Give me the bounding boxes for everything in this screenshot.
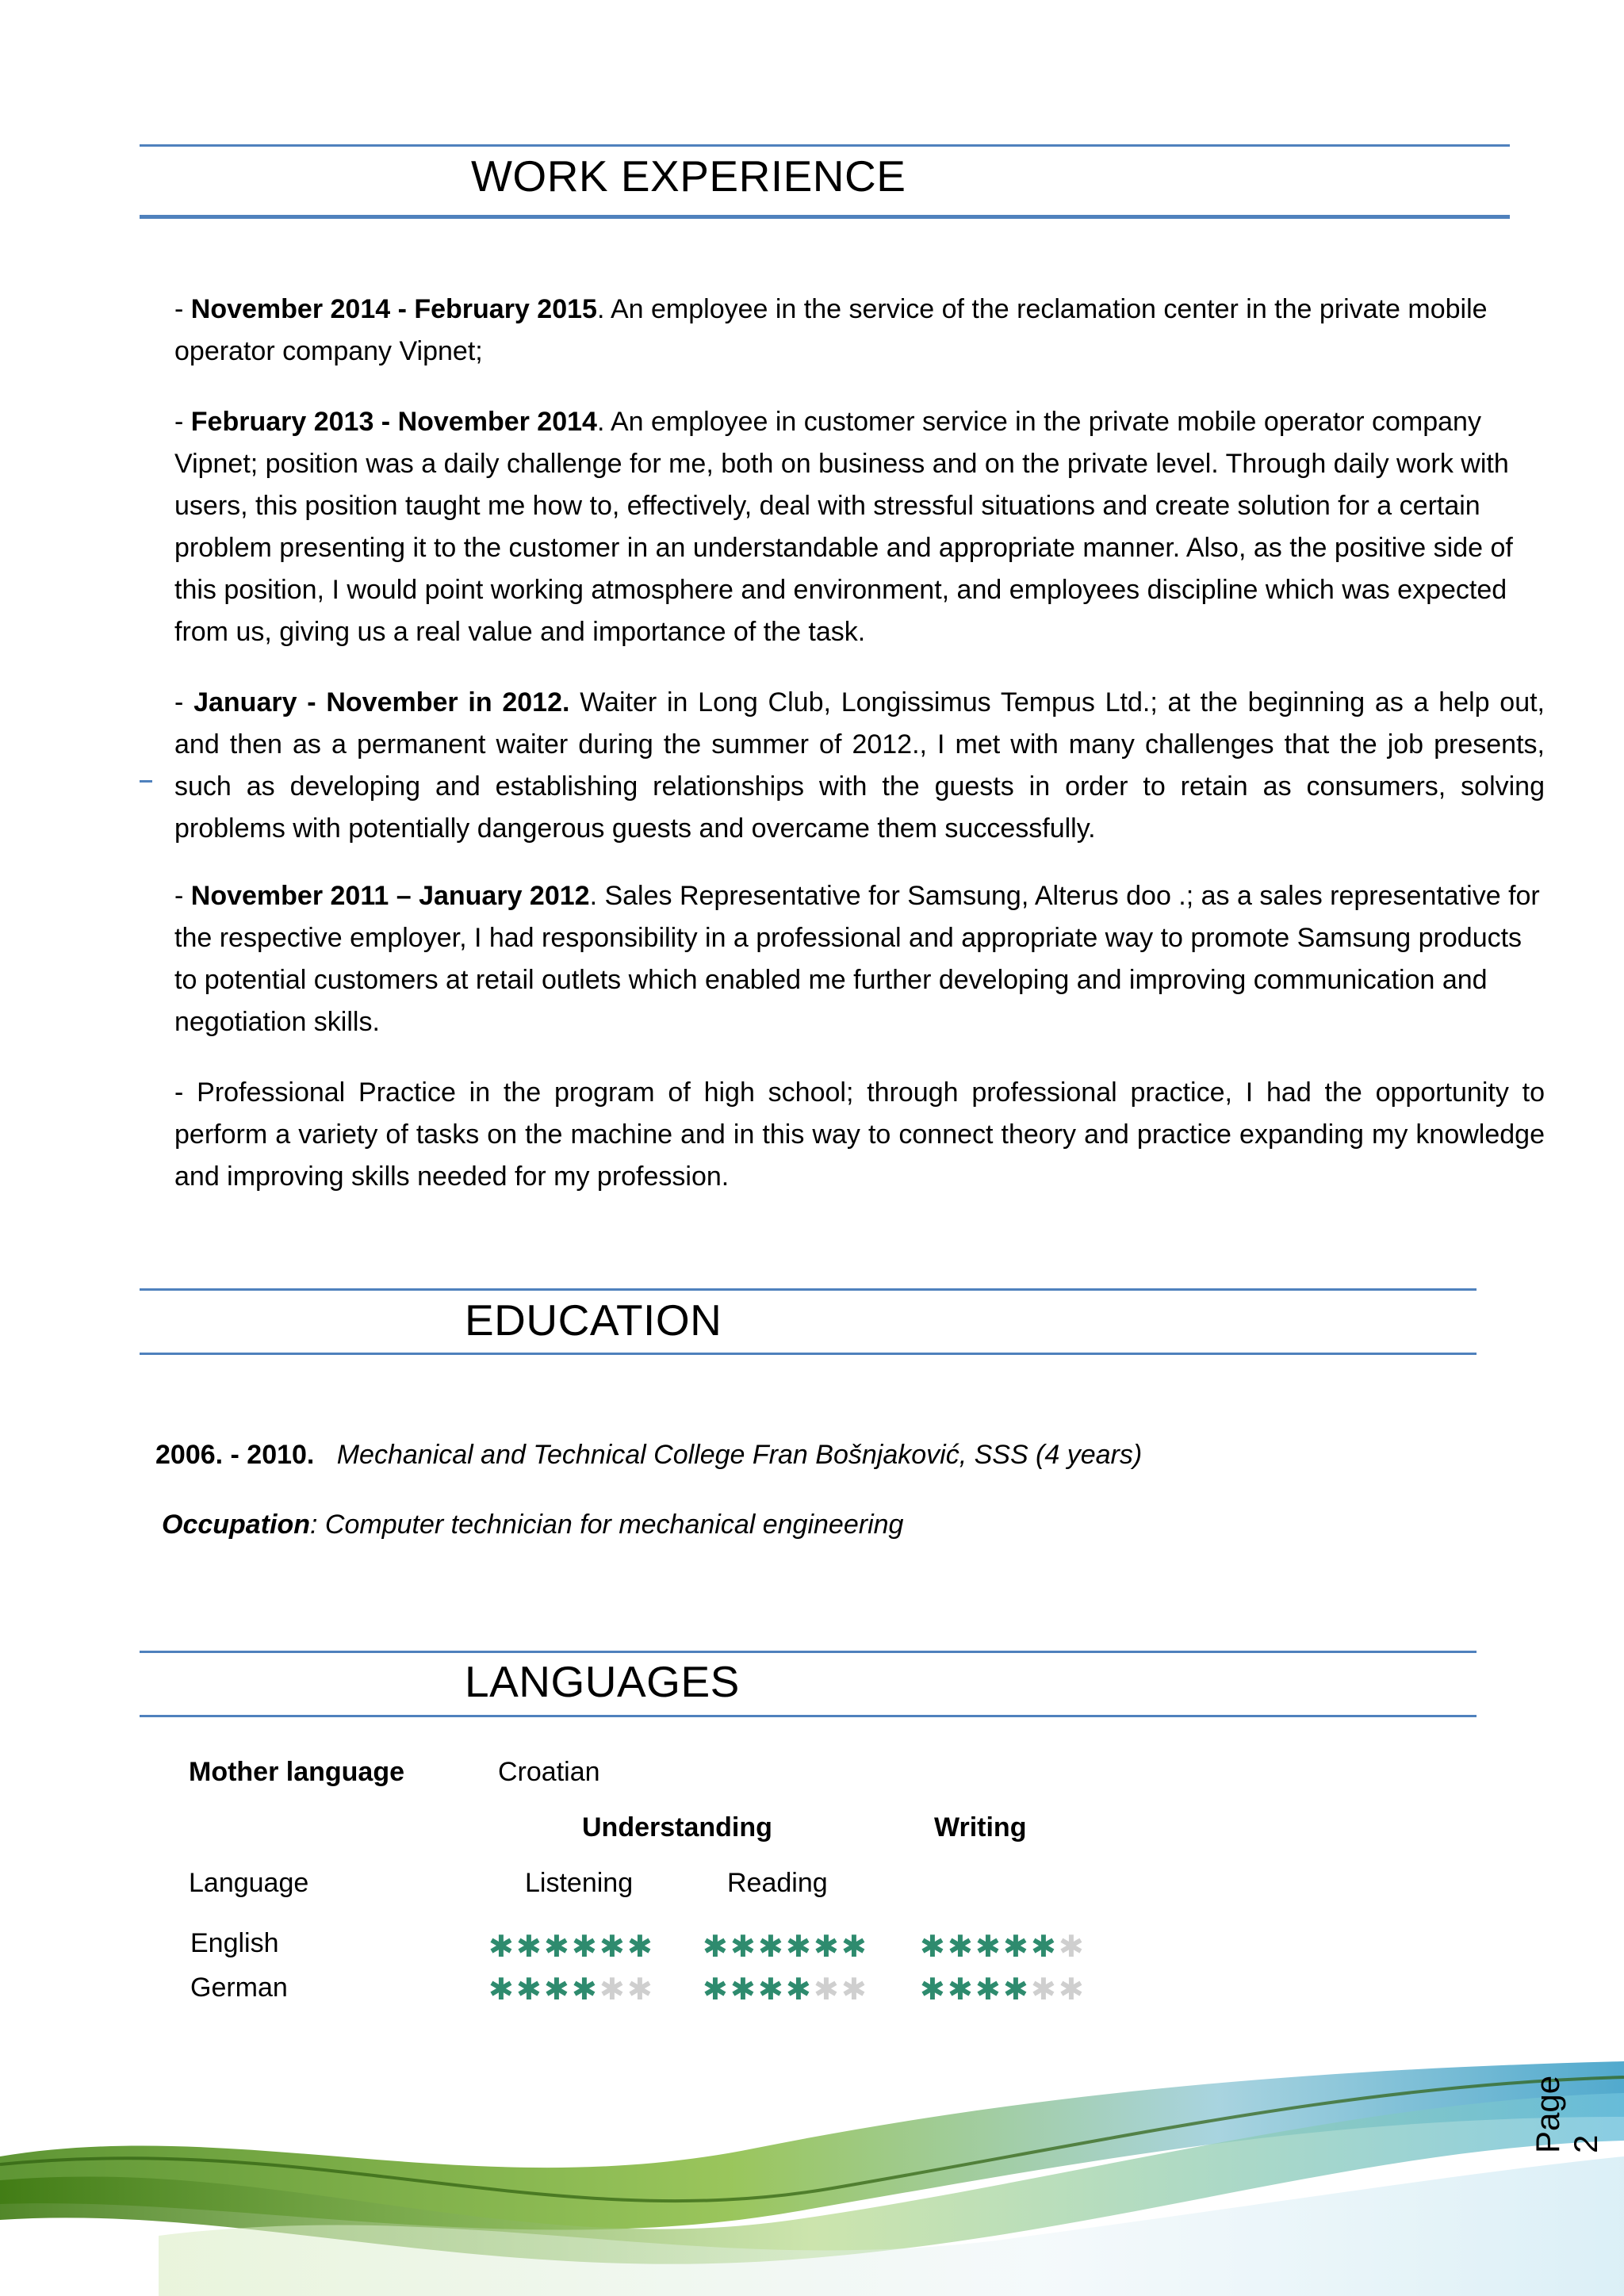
star-filled-icon: ✱	[975, 1931, 1001, 1964]
star-filled-icon: ✱	[599, 1931, 625, 1964]
mother-language-value: Croatian	[498, 1757, 600, 1787]
star-empty-icon: ✱	[841, 1973, 867, 2007]
star-filled-icon: ✱	[758, 1973, 783, 2007]
english-writing-stars	[920, 1931, 1086, 1963]
star-filled-icon: ✱	[516, 1931, 542, 1964]
occupation-label: Occupation	[162, 1510, 311, 1540]
english-listening-stars	[488, 1931, 655, 1963]
star-filled-icon: ✱	[730, 1973, 756, 2007]
star-filled-icon: ✱	[948, 1931, 973, 1964]
understanding-header: Understanding	[582, 1812, 772, 1843]
star-empty-icon: ✱	[1059, 1973, 1084, 2007]
star-filled-icon: ✱	[786, 1973, 811, 2007]
star-filled-icon: ✱	[703, 1973, 728, 2007]
decorative-wave	[0, 1998, 1624, 2296]
work-entry-1: - November 2014 - February 2015. An employee in the service of the reclamation center in the private mobile operator company Vipnet;	[174, 294, 1488, 366]
star-empty-icon: ✱	[814, 1973, 839, 2007]
languages-heading-rule-top	[140, 1651, 1477, 1653]
languages-heading: LANGUAGES	[465, 1657, 740, 1706]
work-entry-4-dates: November 2011 – January 2012	[190, 881, 590, 911]
star-empty-icon: ✱	[599, 1973, 625, 2007]
work-entry-2-text: . An employee in customer service in the private mobile operator company Vipnet; position was a daily challenge for me, both on business and on the private level. Through daily work with users, this position taught me how to, effectively, deal with stressful situations and create solution for a certain problem presenting it to the customer in an understandable and appropriate manner. Also, as the positive side of this position, I would point working atmosphere and environment, and employees discipline which was expected from us, giving us a real value and importance of the task.	[174, 407, 1513, 647]
work-entry-3-dates: January - November in 2012.	[193, 687, 570, 718]
work-entry-1-text: . An employee in the service of the reclamation center in the private mobile operator company Vipnet;	[174, 294, 1488, 366]
star-filled-icon: ✱	[516, 1973, 542, 2007]
education-heading-rule-bottom	[140, 1353, 1477, 1355]
star-filled-icon: ✱	[1031, 1931, 1056, 1964]
education-heading-rule-top	[140, 1288, 1477, 1291]
star-empty-icon: ✱	[1059, 1931, 1084, 1964]
education-occupation	[162, 1510, 903, 1540]
languages-heading-rule-bottom	[140, 1715, 1477, 1717]
writing-header: Writing	[934, 1812, 1027, 1843]
star-filled-icon: ✱	[488, 1931, 514, 1964]
star-filled-icon: ✱	[975, 1973, 1001, 2007]
work-entry-3-text: Waiter in Long Club, Longissimus Tempus Ltd.; at the beginning as a help out, and then as a permanent waiter during the summer of 2012., I met with many challenges that the job presents, such as developing and establishing relationships with the guests in order to retain as consumers, solving problems with potentially dangerous guests and overcame them successfully.	[174, 687, 1545, 844]
work-entry-3: - January - November in 2012. Waiter in Long Club, Longissimus Tempus Ltd.; at the beginning as a help out, and then as a permanent waiter during the summer of 2012., I met with many challenges that the job presents, such as developing and establishing relationships with the guests in order to retain as consumers, solving problems with potentially dangerous guests and overcame them successfully.	[174, 687, 1545, 844]
star-filled-icon: ✱	[703, 1931, 728, 1964]
star-filled-icon: ✱	[1003, 1973, 1028, 2007]
work-heading-rule-bottom	[140, 215, 1510, 219]
occupation-value: : Computer technician for mechanical engineering	[310, 1510, 904, 1540]
work-heading-rule-top	[140, 144, 1510, 147]
star-filled-icon: ✱	[758, 1931, 783, 1964]
education-entry	[155, 1440, 1142, 1471]
star-filled-icon: ✱	[544, 1973, 569, 2007]
work-heading: WORK EXPERIENCE	[471, 151, 906, 201]
work-entry-5-text: Professional Practice in the program of high school; through professional practice, I had the opportunity to perform a variety of tasks on the machine and in this way to connect theory and practice expanding my knowledge and improving skills needed for my profession.	[174, 1077, 1545, 1192]
star-filled-icon: ✱	[572, 1973, 597, 2007]
work-entry-1-dates: November 2014 - February 2015	[190, 294, 597, 324]
star-filled-icon: ✱	[488, 1973, 514, 2007]
star-filled-icon: ✱	[920, 1973, 945, 2007]
star-filled-icon: ✱	[841, 1931, 867, 1964]
mother-language-label: Mother language	[189, 1757, 405, 1787]
listening-column-header: Listening	[525, 1868, 634, 1898]
language-column-header: Language	[189, 1868, 309, 1898]
work-entry-5: - Professional Practice in the program of high school; through professional practice, I had the opportunity to perform a variety of tasks on the machine and in this way to connect theory and practice expanding my knowledge and improving skills needed for my profession.	[174, 1077, 1545, 1192]
star-empty-icon: ✱	[1031, 1973, 1056, 2007]
star-filled-icon: ✱	[948, 1973, 973, 2007]
english-reading-stars	[703, 1931, 869, 1963]
education-years: 2006. - 2010.	[155, 1440, 315, 1470]
work-entry-2-dates: February 2013 - November 2014	[190, 407, 597, 437]
star-filled-icon: ✱	[1003, 1931, 1028, 1964]
star-filled-icon: ✱	[920, 1931, 945, 1964]
language-row-german: German	[190, 1973, 288, 2003]
margin-dash	[140, 780, 152, 783]
language-row-english: English	[190, 1928, 279, 1958]
reading-column-header: Reading	[727, 1868, 828, 1898]
page-number: Page 2	[1529, 2075, 1604, 2153]
star-empty-icon: ✱	[627, 1973, 653, 2007]
star-filled-icon: ✱	[786, 1931, 811, 1964]
star-filled-icon: ✱	[730, 1931, 756, 1964]
star-filled-icon: ✱	[814, 1931, 839, 1964]
star-filled-icon: ✱	[627, 1931, 653, 1964]
work-entry-4-text: . Sales Representative for Samsung, Alterus doo .; as a sales representative for the respective employer, I had responsibility in a professional and appropriate way to promote Samsung products to potential customers at retail outlets which enabled me further developing and improving communication and negotiation skills.	[174, 881, 1540, 1037]
star-filled-icon: ✱	[572, 1931, 597, 1964]
work-entry-4: - November 2011 – January 2012. Sales Representative for Samsung, Alterus doo .; as a sales representative for the respective employer, I had responsibility in a professional and appropriate way to promote Samsung products to potential customers at retail outlets which enabled me further developing and improving communication and negotiation skills.	[174, 881, 1540, 1037]
education-heading: EDUCATION	[465, 1295, 722, 1345]
star-filled-icon: ✱	[544, 1931, 569, 1964]
education-school: Mechanical and Technical College Fran Bošnjaković, SSS (4 years)	[336, 1440, 1143, 1470]
work-entry-2: - February 2013 - November 2014. An employee in customer service in the private mobile operator company Vipnet; position was a daily challenge for me, both on business and on the private level. Through daily work with users, this position taught me how to, effectively, deal with stressful situations and create solution for a certain problem presenting it to the customer in an understandable and appropriate manner. Also, as the positive side of this position, I would point working atmosphere and environment, and employees discipline which was expected from us, giving us a real value and importance of the task.	[174, 407, 1513, 647]
